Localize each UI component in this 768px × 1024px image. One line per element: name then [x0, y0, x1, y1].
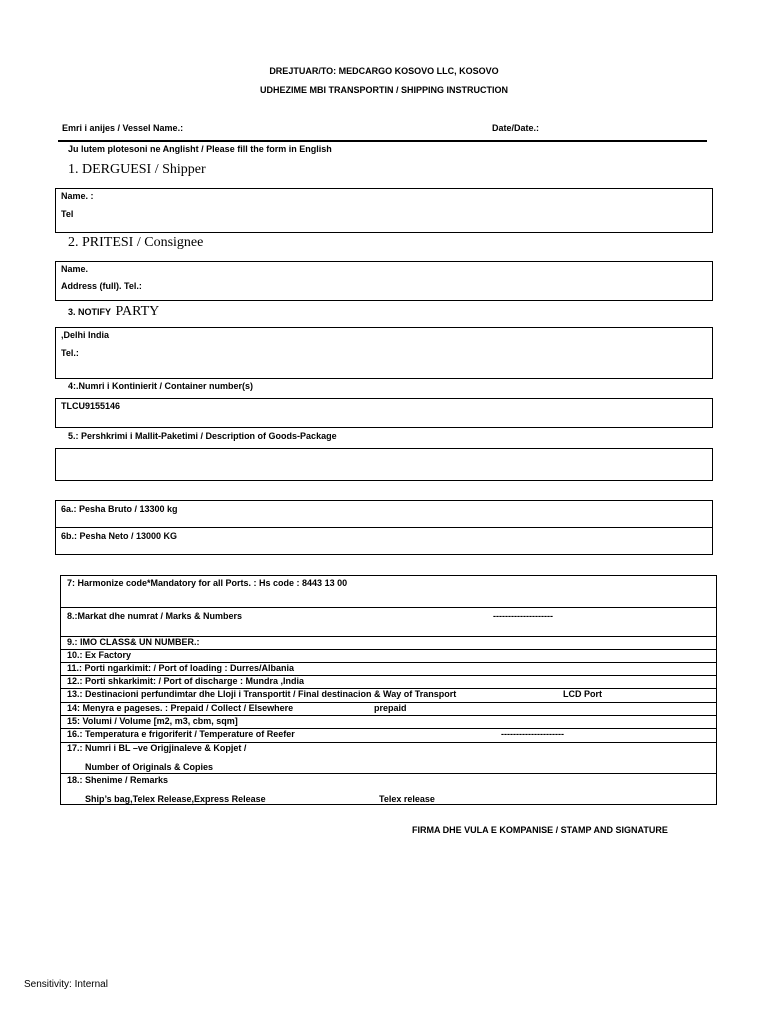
remarks-row: 18.: Shenime / Remarks	[67, 775, 169, 785]
gross-weight: 6a.: Pesha Bruto / 13300 kg	[61, 504, 178, 514]
reefer-temperature-row: 16.: Temperatura e frigoriferit / Temperature of Reefer	[67, 729, 295, 739]
notify-heading	[68, 302, 159, 320]
payment-method-value: prepaid	[374, 703, 407, 713]
description-box[interactable]	[55, 448, 713, 481]
container-box[interactable]	[55, 398, 713, 428]
marks-numbers-row: 8.:Markat dhe numrat / Marks & Numbers	[67, 611, 243, 621]
final-destination-row: 13.: Destinacioni perfundimtar dhe Lloji i Transportit / Final destinacion & Way of Transport	[67, 689, 457, 699]
marks-numbers-dashes: --------------------	[493, 611, 553, 621]
row-divider	[61, 773, 716, 774]
header-divider	[58, 140, 707, 142]
originals-copies-row: 17.: Numri i BL –ve Origjinaleve & Kopjet /	[67, 743, 247, 753]
volume-row: 15: Volumi / Volume [m2, m3, cbm, sqm]	[67, 716, 238, 726]
instruction-text: Ju lutem plotesoni ne Anglisht / Please fill the form in English	[68, 144, 332, 154]
reefer-temperature-dashes: ---------------------	[501, 729, 564, 739]
row-divider	[61, 607, 716, 608]
harmonize-code-row: 7: Harmonize code*Mandatory for all Ports. : Hs code : 8443 13 00	[67, 578, 348, 588]
shipper-heading: 1. DERGUESI / Shipper	[68, 162, 206, 177]
shipper-name-label: Name. :	[61, 191, 94, 201]
notify-city: ,Delhi India	[61, 330, 110, 340]
consignee-name-label: Name.	[61, 264, 89, 274]
net-weight: 6b.: Pesha Neto / 13000 KG	[61, 531, 178, 541]
notify-tel-label: Tel.:	[61, 348, 79, 358]
container-heading: 4:.Numri i Kontinierit / Container number(s)	[68, 381, 254, 391]
container-number: TLCU9155146	[61, 401, 121, 411]
consignee-box[interactable]	[55, 261, 713, 301]
stamp-signature-label: FIRMA DHE VULA E KOMPANISE / STAMP AND SIGNATURE	[412, 825, 668, 835]
weights-divider	[56, 527, 712, 528]
port-of-loading-row: 11.: Porti ngarkimit: / Port of loading : Durres/Albania	[67, 663, 295, 673]
shipper-box[interactable]	[55, 188, 713, 233]
addressee-title: DREJTUAR/TO: MEDCARGO KOSOVO LLC, KOSOVO	[269, 66, 499, 76]
sensitivity-label: Sensitivity: Internal	[24, 979, 108, 990]
shipper-tel-label: Tel	[61, 209, 74, 219]
remarks-telex: Telex release	[379, 794, 435, 804]
weights-box[interactable]	[55, 500, 713, 555]
imo-class-row: 9.: IMO CLASS& UN NUMBER.:	[67, 637, 200, 647]
vessel-name-label: Emri i anijes / Vessel Name.:	[62, 123, 184, 133]
ex-factory-row: 10.: Ex Factory	[67, 650, 132, 660]
details-table	[60, 575, 717, 805]
notify-heading-prefix: 3. NOTIFY	[68, 307, 112, 317]
description-heading: 5.: Pershkrimi i Mallit-Paketimi / Description of Goods-Package	[68, 431, 337, 441]
originals-copies-label: Number of Originals & Copies	[85, 762, 214, 772]
consignee-heading: 2. PRITESI / Consignee	[68, 235, 204, 250]
document-title: UDHEZIME MBI TRANSPORTIN / SHIPPING INSTRUCTION	[259, 85, 508, 95]
port-of-discharge-row: 12.: Porti shkarkimit: / Port of discharge : Mundra ,India	[67, 676, 305, 686]
row-divider	[61, 649, 716, 650]
final-destination-value: LCD Port	[563, 689, 602, 699]
consignee-address-label: Address (full). Tel.:	[61, 281, 142, 291]
date-label: Date/Date.:	[492, 123, 540, 133]
notify-box[interactable]	[55, 327, 713, 379]
remarks-value: Ship’s bag,Telex Release,Express Release	[85, 794, 266, 804]
notify-heading-suffix: PARTY	[115, 304, 160, 319]
payment-method-row: 14: Menyra e pageses. : Prepaid / Collect / Elsewhere	[67, 703, 294, 713]
